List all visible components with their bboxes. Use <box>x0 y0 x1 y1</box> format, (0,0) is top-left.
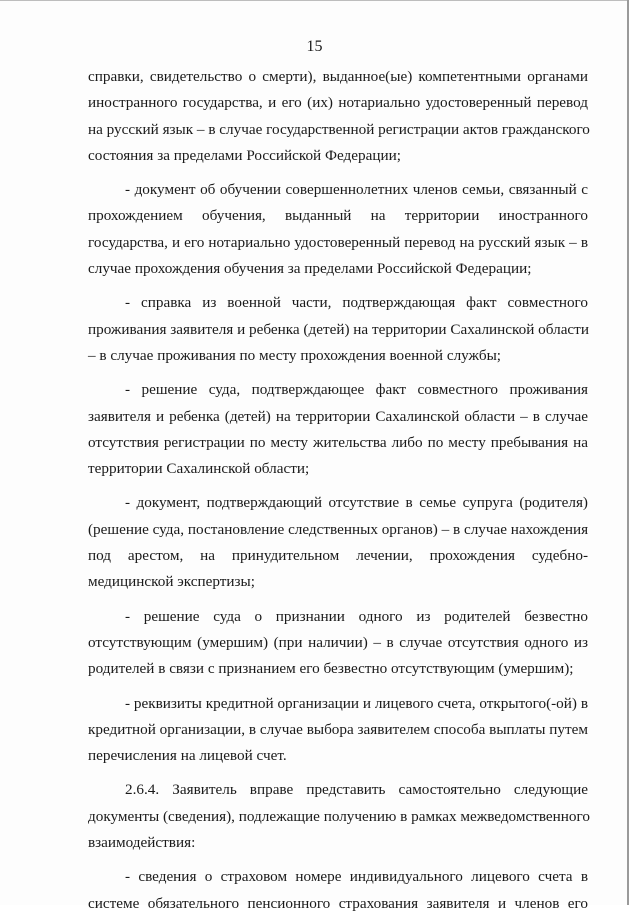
text-line: - реквизиты кредитной организации и лицевого счета, открытого(-ой) в <box>125 694 588 712</box>
text-line: отсутствия регистрации по месту жительства либо по месту пребывания на <box>88 433 588 451</box>
text-line: родителей в связи с признанием его безвестно отсутствующим (умершим); <box>88 660 574 678</box>
text-line: под арестом, на принудительном лечении, прохождения судебно- <box>88 547 588 565</box>
text-line: системе обязательного пенсионного страхования заявителя и членов его <box>88 894 588 912</box>
text-line: - сведения о страховом номере индивидуального лицевого счета в <box>125 868 588 886</box>
text-line: медицинской экспертизы; <box>88 573 255 591</box>
text-line: - решение суда о признании одного из родителей безвестно <box>125 607 588 625</box>
text-line: заявителя и ребенка (детей) на территории Сахалинской области – в случае <box>88 407 588 425</box>
text-line: (решение суда, постановление следственных органов) – в случае нахождения <box>88 520 589 538</box>
text-line: территории Сахалинской области; <box>88 460 310 478</box>
page-number: 15 <box>306 38 323 55</box>
text-line: - документ об обучении совершеннолетних членов семьи, связанный с <box>125 181 588 199</box>
text-line: документы (сведения), подлежащие получению в рамках межведомственного <box>88 807 590 825</box>
text-line: - справка из военной части, подтверждающая факт совместного <box>125 294 588 312</box>
text-line: проживания заявителя и ребенка (детей) на территории Сахалинской области <box>88 320 589 338</box>
text-line: взаимодействия: <box>88 834 196 852</box>
text-line: прохождением обучения, выданный на территории иностранного <box>88 207 588 225</box>
text-line: отсутствующим (умершим) (при наличии) – в случае отсутствия одного из <box>88 633 588 651</box>
text-line: перечисления на лицевой счет. <box>88 747 287 765</box>
scan-top-edge <box>0 0 629 1</box>
text-line: случае прохождения обучения за пределами Российской Федерации; <box>88 260 532 278</box>
text-line: государства, и его нотариально удостоверенный перевод на русский язык – в <box>88 233 588 251</box>
text-line: состояния за пределами Российской Федерации; <box>88 146 401 164</box>
text-line: - решение суда, подтверждающее факт совместного проживания <box>125 381 588 399</box>
text-line: на русский язык – в случае государственной регистрации актов гражданского <box>88 120 590 138</box>
text-line: - документ, подтверждающий отсутствие в семье супруга (родителя) <box>125 494 588 512</box>
text-line: иностранного государства, и его (их) нотариально удостоверенный перевод <box>88 94 588 112</box>
text-line: – в случае проживания по месту прохождения военной службы; <box>88 346 501 364</box>
text-line: кредитной организации, в случае выбора заявителем способа выплаты путем <box>88 720 588 738</box>
text-line: 2.6.4. Заявитель вправе представить самостоятельно следующие <box>125 781 588 799</box>
text-line: справки, свидетельство о смерти), выданное(ые) компетентными органами <box>88 68 588 85</box>
body-text <box>88 64 588 917</box>
